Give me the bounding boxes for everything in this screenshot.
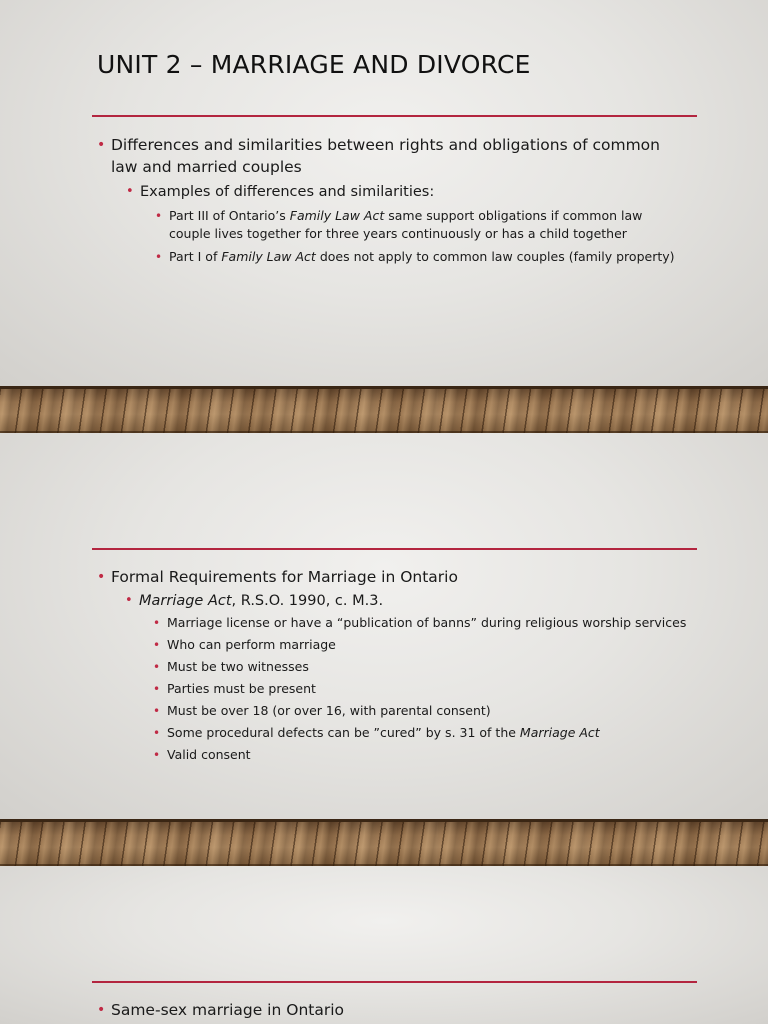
slide-title: UNIT 2 – MARRIAGE AND DIVORCE [97,50,531,79]
title-divider [92,548,697,550]
bullet-level-2 [126,182,680,202]
bullet-dot-icon: • [153,748,161,762]
bullet-dot-icon: • [153,704,161,718]
bullet-dot-icon: • [153,660,161,674]
text-part: Valid consent [167,747,251,762]
bullet-dot-icon: • [97,137,106,153]
bullet-level-3 [153,636,707,654]
bullet-text: , R.S.O. 1990, c. M.3. [231,593,384,609]
bullet-level-1 [97,999,691,1021]
bullet-dot-icon: • [97,1002,106,1018]
bullet-level-3 [153,702,707,720]
slide-3 [0,866,768,1024]
bullet-text: Same-sex marriage in Ontario [111,1001,344,1019]
bullet-dot-icon: • [153,616,161,630]
title-divider [92,981,697,983]
bullet-level-3 [153,614,727,632]
bullet-dot-icon: • [126,184,134,199]
bullet-level-3 [153,724,707,742]
wood-floor-divider [0,819,768,866]
bullet-level-3 [155,207,669,243]
bullet-dot-icon: • [155,250,163,264]
bullet-level-1 [97,134,691,178]
act-name: Marriage Act [139,593,232,609]
bullet-dot-icon: • [125,593,133,608]
text-part: Must be two witnesses [167,659,309,674]
text-part: Some procedural defects can be ”cured” by s. 31 of the [167,725,520,740]
slide-2 [0,433,768,819]
bullet-dot-icon: • [153,726,161,740]
act-name: Family Law Act [221,249,316,264]
bullet-text: Formal Requirements for Marriage in Ontario [111,568,458,586]
text-part: Marriage license or have a “publication of banns” during religious worship services [167,615,687,630]
bullet-text: Examples of differences and similarities: [140,184,435,200]
text-part: Part III of Ontario’s [169,208,290,223]
bullet-text: Differences and similarities between rights and obligations of common law and married couples [111,136,660,176]
act-name: Marriage Act [519,725,600,740]
text-part: does not apply to common law couples (family property) [315,249,675,264]
slide-1 [0,0,768,386]
bullet-dot-icon: • [155,209,163,223]
bullet-dot-icon: • [153,638,161,652]
bullet-dot-icon: • [97,569,106,585]
bullet-dot-icon: • [153,682,161,696]
bullet-level-3 [153,680,707,698]
bullet-level-2 [125,591,679,611]
bullet-level-3 [153,658,707,676]
text-part: Part I of [169,249,222,264]
text-part: Parties must be present [167,681,316,696]
bullet-level-1 [97,566,691,588]
bullet-level-3 [155,248,709,266]
bullet-level-3 [153,746,707,764]
text-part: same support obligations if common law couple lives together for three years continuously or has a child together [169,208,643,241]
text-part: Must be over 18 (or over 16, with parental consent) [167,703,491,718]
act-name: Family Law Act [289,208,385,223]
text-part: Who can perform marriage [167,637,336,652]
title-divider [92,115,697,117]
wood-floor-divider [0,386,768,433]
